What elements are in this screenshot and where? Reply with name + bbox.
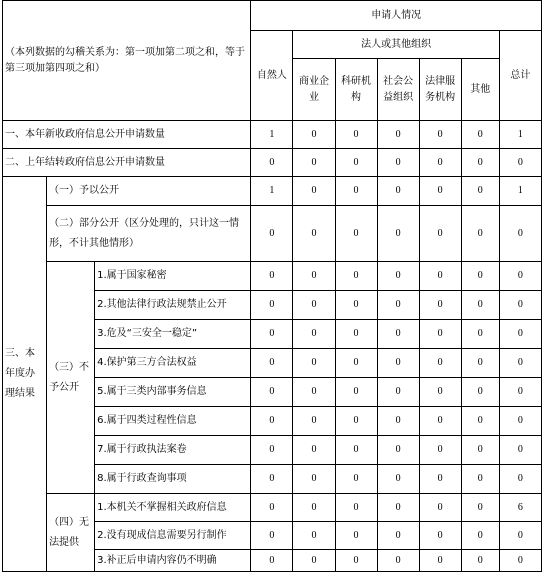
cell-value: 0 bbox=[293, 262, 335, 291]
cell-value: 0 bbox=[419, 550, 461, 572]
cell-value: 1 bbox=[251, 177, 293, 206]
cell-value: 0 bbox=[499, 436, 541, 465]
cell-value: 0 bbox=[377, 149, 419, 177]
cell-value: 0 bbox=[461, 465, 499, 494]
col-natural-person: 自然人 bbox=[251, 31, 293, 121]
cell-value: 0 bbox=[335, 550, 377, 572]
cell-value: 0 bbox=[335, 378, 377, 407]
row-label: 6.属于四类过程性信息 bbox=[95, 407, 251, 436]
col-research: 科研机构 bbox=[335, 59, 377, 121]
group-withheld-row bbox=[3, 262, 542, 291]
cell-value: 0 bbox=[461, 522, 499, 550]
cell-value: 0 bbox=[461, 436, 499, 465]
cell-value: 0 bbox=[251, 349, 293, 378]
row-label: 1.属于国家秘密 bbox=[95, 262, 251, 291]
cell-value: 0 bbox=[293, 206, 335, 262]
row-label: （二）部分公开（区分处理的，只计这一情形，不计其他情形） bbox=[47, 206, 251, 262]
cell-value: 0 bbox=[251, 550, 293, 572]
cell-value: 0 bbox=[335, 320, 377, 349]
cell-value: 0 bbox=[377, 522, 419, 550]
row-label: 2.其他法律行政法规禁止公开 bbox=[95, 291, 251, 320]
row-carried-over bbox=[3, 149, 542, 177]
cell-value: 0 bbox=[499, 149, 541, 177]
cell-value: 0 bbox=[419, 291, 461, 320]
cell-value: 0 bbox=[419, 378, 461, 407]
section3-label: 三、本年度办理结果 bbox=[3, 177, 47, 572]
cell-value: 0 bbox=[419, 349, 461, 378]
cell-value: 0 bbox=[335, 262, 377, 291]
cell-value: 0 bbox=[293, 320, 335, 349]
cell-value: 0 bbox=[419, 206, 461, 262]
cell-value: 0 bbox=[461, 550, 499, 572]
cell-value: 0 bbox=[251, 494, 293, 522]
header-note: （本列数据的勾稽关系为：第一项加第二项之和，等于第三项加第四项之和） bbox=[3, 1, 251, 121]
cell-value: 0 bbox=[293, 291, 335, 320]
cell-value: 0 bbox=[499, 550, 541, 572]
col-other: 其他 bbox=[461, 59, 499, 121]
cell-value: 0 bbox=[377, 465, 419, 494]
cell-value: 0 bbox=[377, 206, 419, 262]
group-unavailable-row bbox=[3, 494, 542, 522]
row-new-applications bbox=[3, 121, 542, 149]
cell-value: 0 bbox=[293, 407, 335, 436]
report-table bbox=[2, 0, 542, 572]
cell-value: 0 bbox=[419, 320, 461, 349]
cell-value: 0 bbox=[499, 349, 541, 378]
cell-value: 0 bbox=[377, 291, 419, 320]
row-label: （一）予以公开 bbox=[47, 177, 251, 206]
row-label: 7.属于行政执法案卷 bbox=[95, 436, 251, 465]
cell-value: 0 bbox=[293, 550, 335, 572]
group-withheld-label: （三）不予公开 bbox=[47, 262, 95, 494]
col-commercial: 商业企业 bbox=[293, 59, 335, 121]
cell-value: 0 bbox=[461, 262, 499, 291]
row-disclosed bbox=[3, 177, 542, 206]
cell-value: 0 bbox=[461, 320, 499, 349]
cell-value: 0 bbox=[377, 262, 419, 291]
cell-value: 0 bbox=[419, 262, 461, 291]
col-public-welfare: 社会公益组织 bbox=[377, 59, 419, 121]
cell-value: 0 bbox=[335, 465, 377, 494]
cell-value: 0 bbox=[461, 349, 499, 378]
cell-value: 0 bbox=[499, 206, 541, 262]
cell-value: 0 bbox=[419, 494, 461, 522]
cell-value: 0 bbox=[377, 121, 419, 149]
cell-value: 0 bbox=[419, 465, 461, 494]
cell-value: 0 bbox=[251, 436, 293, 465]
cell-value: 0 bbox=[499, 320, 541, 349]
cell-value: 0 bbox=[293, 177, 335, 206]
row-label: 一、本年新收政府信息公开申请数量 bbox=[3, 121, 251, 149]
cell-value: 0 bbox=[461, 177, 499, 206]
cell-value: 0 bbox=[419, 436, 461, 465]
cell-value: 0 bbox=[377, 494, 419, 522]
cell-value: 0 bbox=[499, 465, 541, 494]
applicant-header: 申请人情况 bbox=[251, 1, 542, 31]
cell-value: 0 bbox=[377, 378, 419, 407]
cell-value: 0 bbox=[461, 149, 499, 177]
row-label: 二、上年结转政府信息公开申请数量 bbox=[3, 149, 251, 177]
row-label: 2.没有现成信息需要另行制作 bbox=[95, 522, 251, 550]
cell-value: 0 bbox=[251, 262, 293, 291]
cell-value: 0 bbox=[377, 550, 419, 572]
cell-value: 0 bbox=[335, 522, 377, 550]
row-label: 5.属于三类内部事务信息 bbox=[95, 378, 251, 407]
row-label: 8.属于行政查询事项 bbox=[95, 465, 251, 494]
cell-value: 0 bbox=[499, 407, 541, 436]
cell-value: 0 bbox=[293, 121, 335, 149]
cell-value: 0 bbox=[335, 177, 377, 206]
row-label: 1.本机关不掌握相关政府信息 bbox=[95, 494, 251, 522]
cell-value: 0 bbox=[335, 349, 377, 378]
cell-value: 0 bbox=[461, 206, 499, 262]
group-unavailable-label: （四）无法提供 bbox=[47, 494, 95, 572]
cell-value: 0 bbox=[419, 177, 461, 206]
cell-value: 0 bbox=[377, 407, 419, 436]
cell-value: 1 bbox=[251, 121, 293, 149]
cell-value: 0 bbox=[251, 291, 293, 320]
col-legal-service: 法律服务机构 bbox=[419, 59, 461, 121]
cell-value: 0 bbox=[461, 494, 499, 522]
cell-value: 0 bbox=[419, 149, 461, 177]
cell-value: 0 bbox=[251, 149, 293, 177]
cell-value: 6 bbox=[499, 494, 541, 522]
cell-value: 0 bbox=[251, 465, 293, 494]
row-partially-disclosed bbox=[3, 206, 542, 262]
cell-value: 0 bbox=[293, 494, 335, 522]
cell-value: 0 bbox=[499, 291, 541, 320]
cell-value: 0 bbox=[377, 349, 419, 378]
legal-group-header: 法人或其他组织 bbox=[293, 31, 499, 59]
cell-value: 0 bbox=[335, 206, 377, 262]
cell-value: 0 bbox=[251, 206, 293, 262]
cell-value: 0 bbox=[461, 407, 499, 436]
cell-value: 1 bbox=[499, 177, 541, 206]
cell-value: 0 bbox=[335, 494, 377, 522]
cell-value: 0 bbox=[499, 262, 541, 291]
cell-value: 0 bbox=[293, 378, 335, 407]
cell-value: 0 bbox=[293, 436, 335, 465]
cell-value: 0 bbox=[419, 407, 461, 436]
cell-value: 0 bbox=[461, 291, 499, 320]
cell-value: 0 bbox=[377, 320, 419, 349]
cell-value: 0 bbox=[335, 291, 377, 320]
cell-value: 0 bbox=[293, 349, 335, 378]
cell-value: 0 bbox=[419, 121, 461, 149]
cell-value: 0 bbox=[461, 378, 499, 407]
col-total: 总计 bbox=[499, 31, 541, 121]
cell-value: 0 bbox=[335, 436, 377, 465]
row-label: 3.补正后申请内容仍不明确 bbox=[95, 550, 251, 572]
cell-value: 0 bbox=[499, 378, 541, 407]
cell-value: 0 bbox=[499, 522, 541, 550]
cell-value: 0 bbox=[251, 320, 293, 349]
cell-value: 0 bbox=[293, 522, 335, 550]
cell-value: 0 bbox=[461, 121, 499, 149]
cell-value: 0 bbox=[251, 522, 293, 550]
cell-value: 0 bbox=[335, 407, 377, 436]
cell-value: 0 bbox=[377, 177, 419, 206]
cell-value: 0 bbox=[377, 436, 419, 465]
cell-value: 0 bbox=[335, 121, 377, 149]
cell-value: 0 bbox=[335, 149, 377, 177]
row-label: 4.保护第三方合法权益 bbox=[95, 349, 251, 378]
cell-value: 0 bbox=[251, 407, 293, 436]
cell-value: 0 bbox=[293, 465, 335, 494]
cell-value: 0 bbox=[293, 149, 335, 177]
cell-value: 0 bbox=[251, 378, 293, 407]
row-label: 3.危及“三安全一稳定” bbox=[95, 320, 251, 349]
cell-value: 1 bbox=[499, 121, 541, 149]
cell-value: 0 bbox=[419, 522, 461, 550]
